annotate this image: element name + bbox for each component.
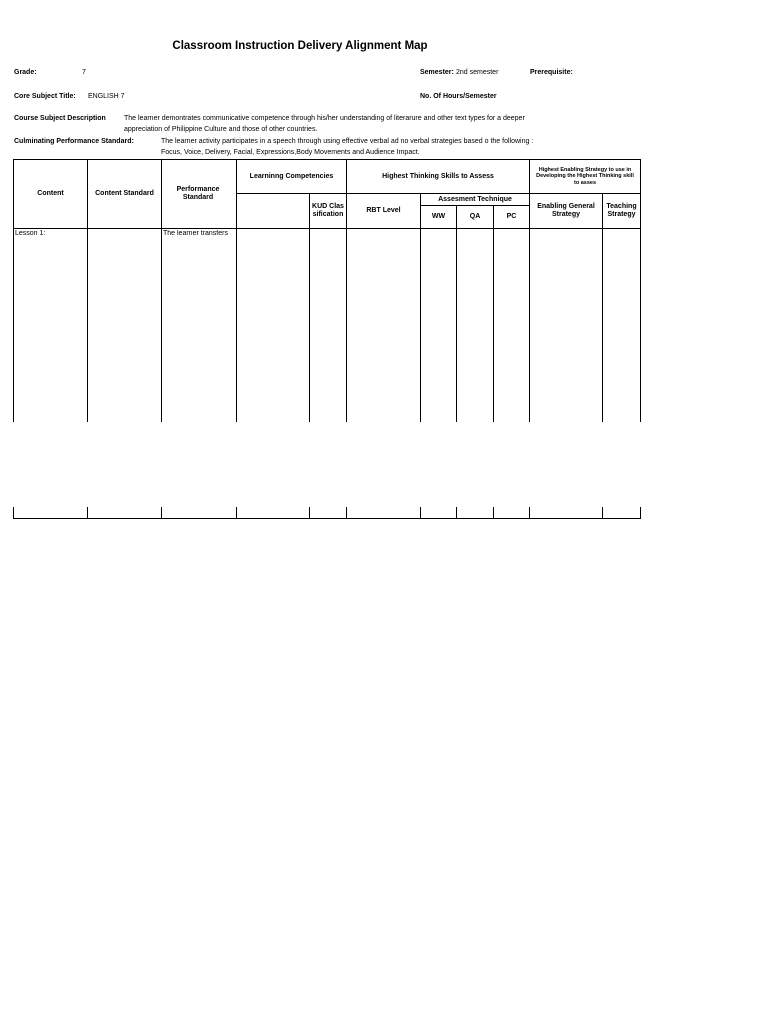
col-tick — [87, 507, 88, 519]
header-highest-thinking: Highest Thinking Skills to Assess — [382, 172, 494, 180]
description-line1: The learner demontrates communicative competence through his/her understanding of literarure and other text types for a deeper — [124, 115, 525, 122]
header-learning-competencies: Learninng Competencies — [249, 172, 334, 180]
header-pc: PC — [506, 213, 517, 220]
header-teaching-strategy: Teaching Strategy — [606, 203, 637, 218]
header-content: Content — [37, 190, 64, 197]
description-label: Course Subject Description — [14, 115, 106, 122]
core-subject-label: Core Subject Title: — [14, 93, 76, 100]
col-tick — [161, 507, 162, 519]
header-performance-standard: Performance Standard — [176, 186, 220, 201]
table-bottom-border — [13, 518, 641, 519]
col-divider — [456, 205, 457, 422]
row-content-cell: Lesson 1: — [15, 230, 46, 237]
grade-value: 7 — [82, 69, 86, 76]
col-tick — [456, 507, 457, 519]
prerequisite-label: Prerequisite: — [530, 69, 573, 76]
col-divider — [236, 159, 237, 422]
culminating-line1: The learner activity participates in a speech through using effective verbal ad no verbal strategies based o the following : — [161, 138, 534, 145]
culminating-line2: Focus, Voice, Delivery, Facial, Expressions,Body Movements and Audience Impact. — [161, 149, 420, 156]
col-tick — [13, 507, 14, 519]
core-subject-value: ENGLISH 7 — [88, 93, 125, 100]
row-performance-cell: The learner transfers — [163, 230, 228, 237]
header-enabling-strategy: Highest Enabling Strategy to use in Developing the Highest Thinking skill to asses — [536, 166, 634, 186]
grade-label: Grade: — [14, 69, 37, 76]
col-divider — [493, 205, 494, 422]
page-title: Classroom Instruction Delivery Alignment Map — [172, 40, 428, 52]
culminating-label: Culminating Performance Standard: — [14, 138, 134, 145]
col-tick — [602, 507, 603, 519]
semester-value: 2nd semester — [456, 69, 499, 76]
col-tick — [309, 507, 310, 519]
col-tick — [493, 507, 494, 519]
col-tick — [420, 507, 421, 519]
header-qa: QA — [469, 213, 481, 220]
header-assessment: Assesment Technique — [438, 195, 512, 203]
header-enabling-general: Enabling General Strategy — [537, 203, 595, 218]
col-tick — [529, 507, 530, 519]
header-ww: WW — [431, 213, 446, 220]
header-content-standard: Content Standard — [95, 190, 154, 197]
hours-label: No. Of Hours/Semester — [420, 93, 497, 100]
col-divider — [640, 159, 641, 422]
semester-label: Semester: — [420, 69, 454, 76]
description-line2: appreciation of Philippine Culture and those of other countries. — [124, 126, 318, 133]
col-tick — [640, 507, 641, 519]
col-tick — [236, 507, 237, 519]
col-divider — [529, 159, 530, 422]
col-tick — [346, 507, 347, 519]
header-rbt-level: RBT Level — [366, 207, 401, 214]
table-header-bottom — [13, 228, 641, 229]
header-kud: KUD Classification — [312, 203, 344, 218]
col-divider — [161, 159, 162, 422]
